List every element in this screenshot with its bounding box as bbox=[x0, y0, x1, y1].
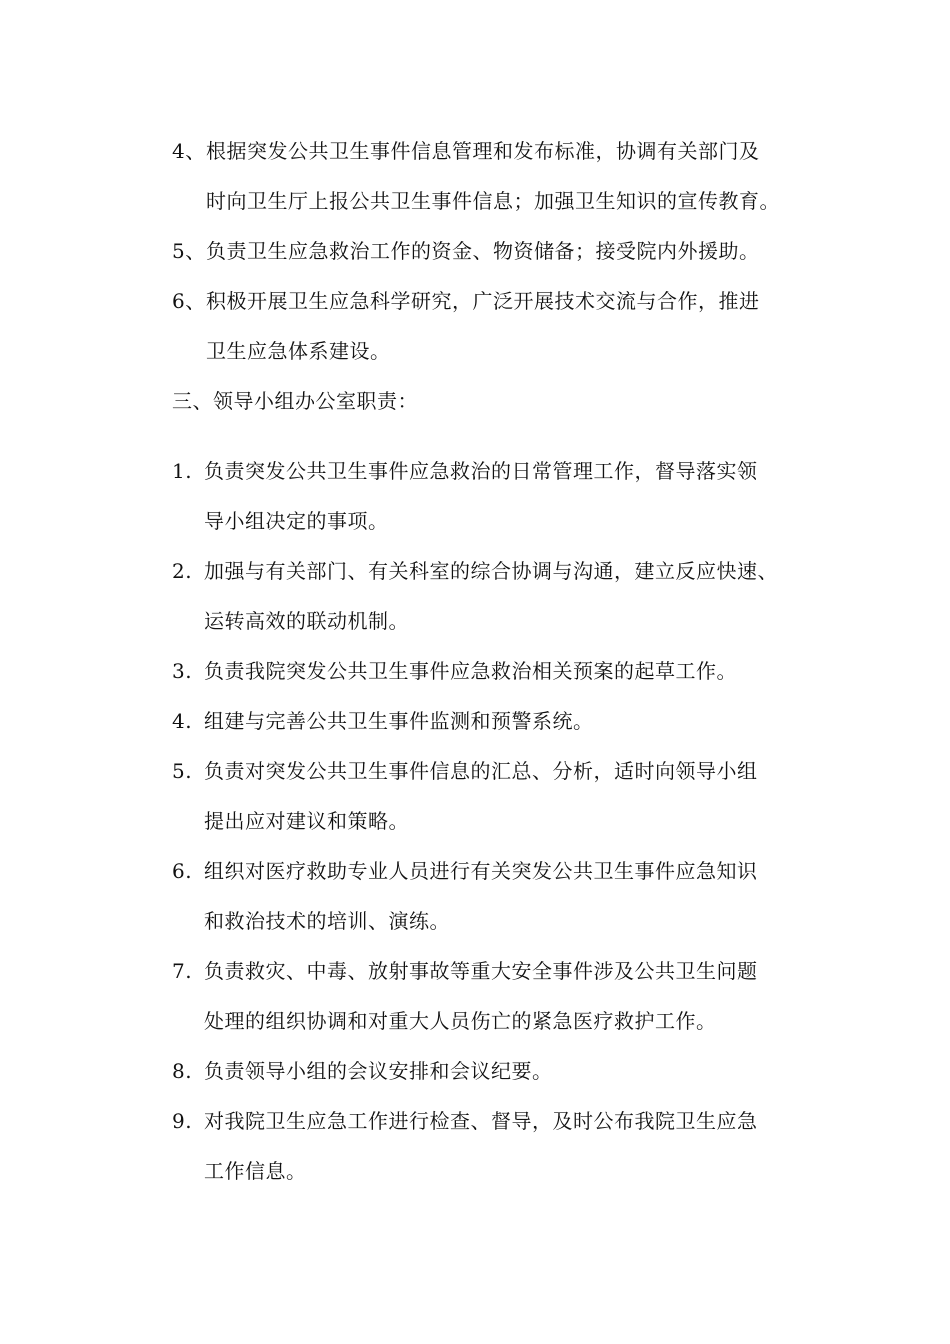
item-marker: 6. bbox=[172, 859, 193, 883]
list-item-continuation bbox=[204, 508, 389, 534]
section-heading: 三、领导小组办公室职责： bbox=[172, 389, 418, 413]
item-text: 负责我院突发公共卫生事件应急救治相关预案的起草工作。 bbox=[204, 659, 737, 683]
list-item bbox=[172, 858, 758, 884]
list-item bbox=[172, 708, 594, 734]
list-item bbox=[172, 958, 758, 984]
item-marker: 6、 bbox=[172, 289, 206, 313]
list-item bbox=[172, 658, 737, 684]
item-marker: 7. bbox=[172, 959, 193, 983]
list-item-continuation bbox=[204, 808, 409, 834]
item-text: 负责卫生应急救治工作的资金、物资储备；接受院内外援助。 bbox=[206, 239, 760, 263]
list-item bbox=[172, 138, 760, 164]
list-item-continuation bbox=[206, 188, 780, 214]
item-text: 处理的组织协调和对重大人员伤亡的紧急医疗救护工作。 bbox=[204, 1009, 717, 1033]
list-item-continuation bbox=[204, 608, 409, 634]
list-item bbox=[172, 458, 758, 484]
item-text: 和救治技术的培训、演练。 bbox=[204, 909, 450, 933]
list-item bbox=[172, 288, 760, 314]
item-text: 根据突发公共卫生事件信息管理和发布标准，协调有关部门及 bbox=[206, 139, 760, 163]
item-text: 组建与完善公共卫生事件监测和预警系统。 bbox=[204, 709, 594, 733]
item-marker: 4、 bbox=[172, 139, 206, 163]
list-item bbox=[172, 758, 758, 784]
list-item-continuation bbox=[204, 1158, 307, 1184]
item-text: 时向卫生厅上报公共卫生事件信息；加强卫生知识的宣传教育。 bbox=[206, 189, 780, 213]
item-marker: 8. bbox=[172, 1059, 193, 1083]
list-item-continuation bbox=[204, 908, 450, 934]
item-text: 运转高效的联动机制。 bbox=[204, 609, 409, 633]
list-item bbox=[172, 558, 778, 584]
item-marker: 1. bbox=[172, 459, 193, 483]
item-text: 工作信息。 bbox=[204, 1159, 307, 1183]
item-marker: 5、 bbox=[172, 239, 206, 263]
item-marker: 5. bbox=[172, 759, 193, 783]
list-item-continuation bbox=[206, 338, 391, 364]
item-text: 负责救灾、中毒、放射事故等重大安全事件涉及公共卫生问题 bbox=[204, 959, 758, 983]
item-marker: 3. bbox=[172, 659, 193, 683]
item-text: 组织对医疗救助专业人员进行有关突发公共卫生事件应急知识 bbox=[204, 859, 758, 883]
item-text: 加强与有关部门、有关科室的综合协调与沟通，建立反应快速、 bbox=[204, 559, 778, 583]
list-item bbox=[172, 1108, 758, 1134]
item-marker: 9. bbox=[172, 1109, 193, 1133]
item-text: 提出应对建议和策略。 bbox=[204, 809, 409, 833]
item-text: 积极开展卫生应急科学研究，广泛开展技术交流与合作，推进 bbox=[206, 289, 760, 313]
item-text: 导小组决定的事项。 bbox=[204, 509, 389, 533]
item-text: 负责对突发公共卫生事件信息的汇总、分析，适时向领导小组 bbox=[204, 759, 758, 783]
item-marker: 4. bbox=[172, 709, 193, 733]
item-text: 负责突发公共卫生事件应急救治的日常管理工作，督导落实领 bbox=[204, 459, 758, 483]
list-item bbox=[172, 1058, 553, 1084]
list-item-continuation bbox=[204, 1008, 717, 1034]
item-text: 卫生应急体系建设。 bbox=[206, 339, 391, 363]
list-item bbox=[172, 238, 760, 264]
item-text: 对我院卫生应急工作进行检查、督导，及时公布我院卫生应急 bbox=[204, 1109, 758, 1133]
item-marker: 2. bbox=[172, 559, 193, 583]
item-text: 负责领导小组的会议安排和会议纪要。 bbox=[204, 1059, 553, 1083]
